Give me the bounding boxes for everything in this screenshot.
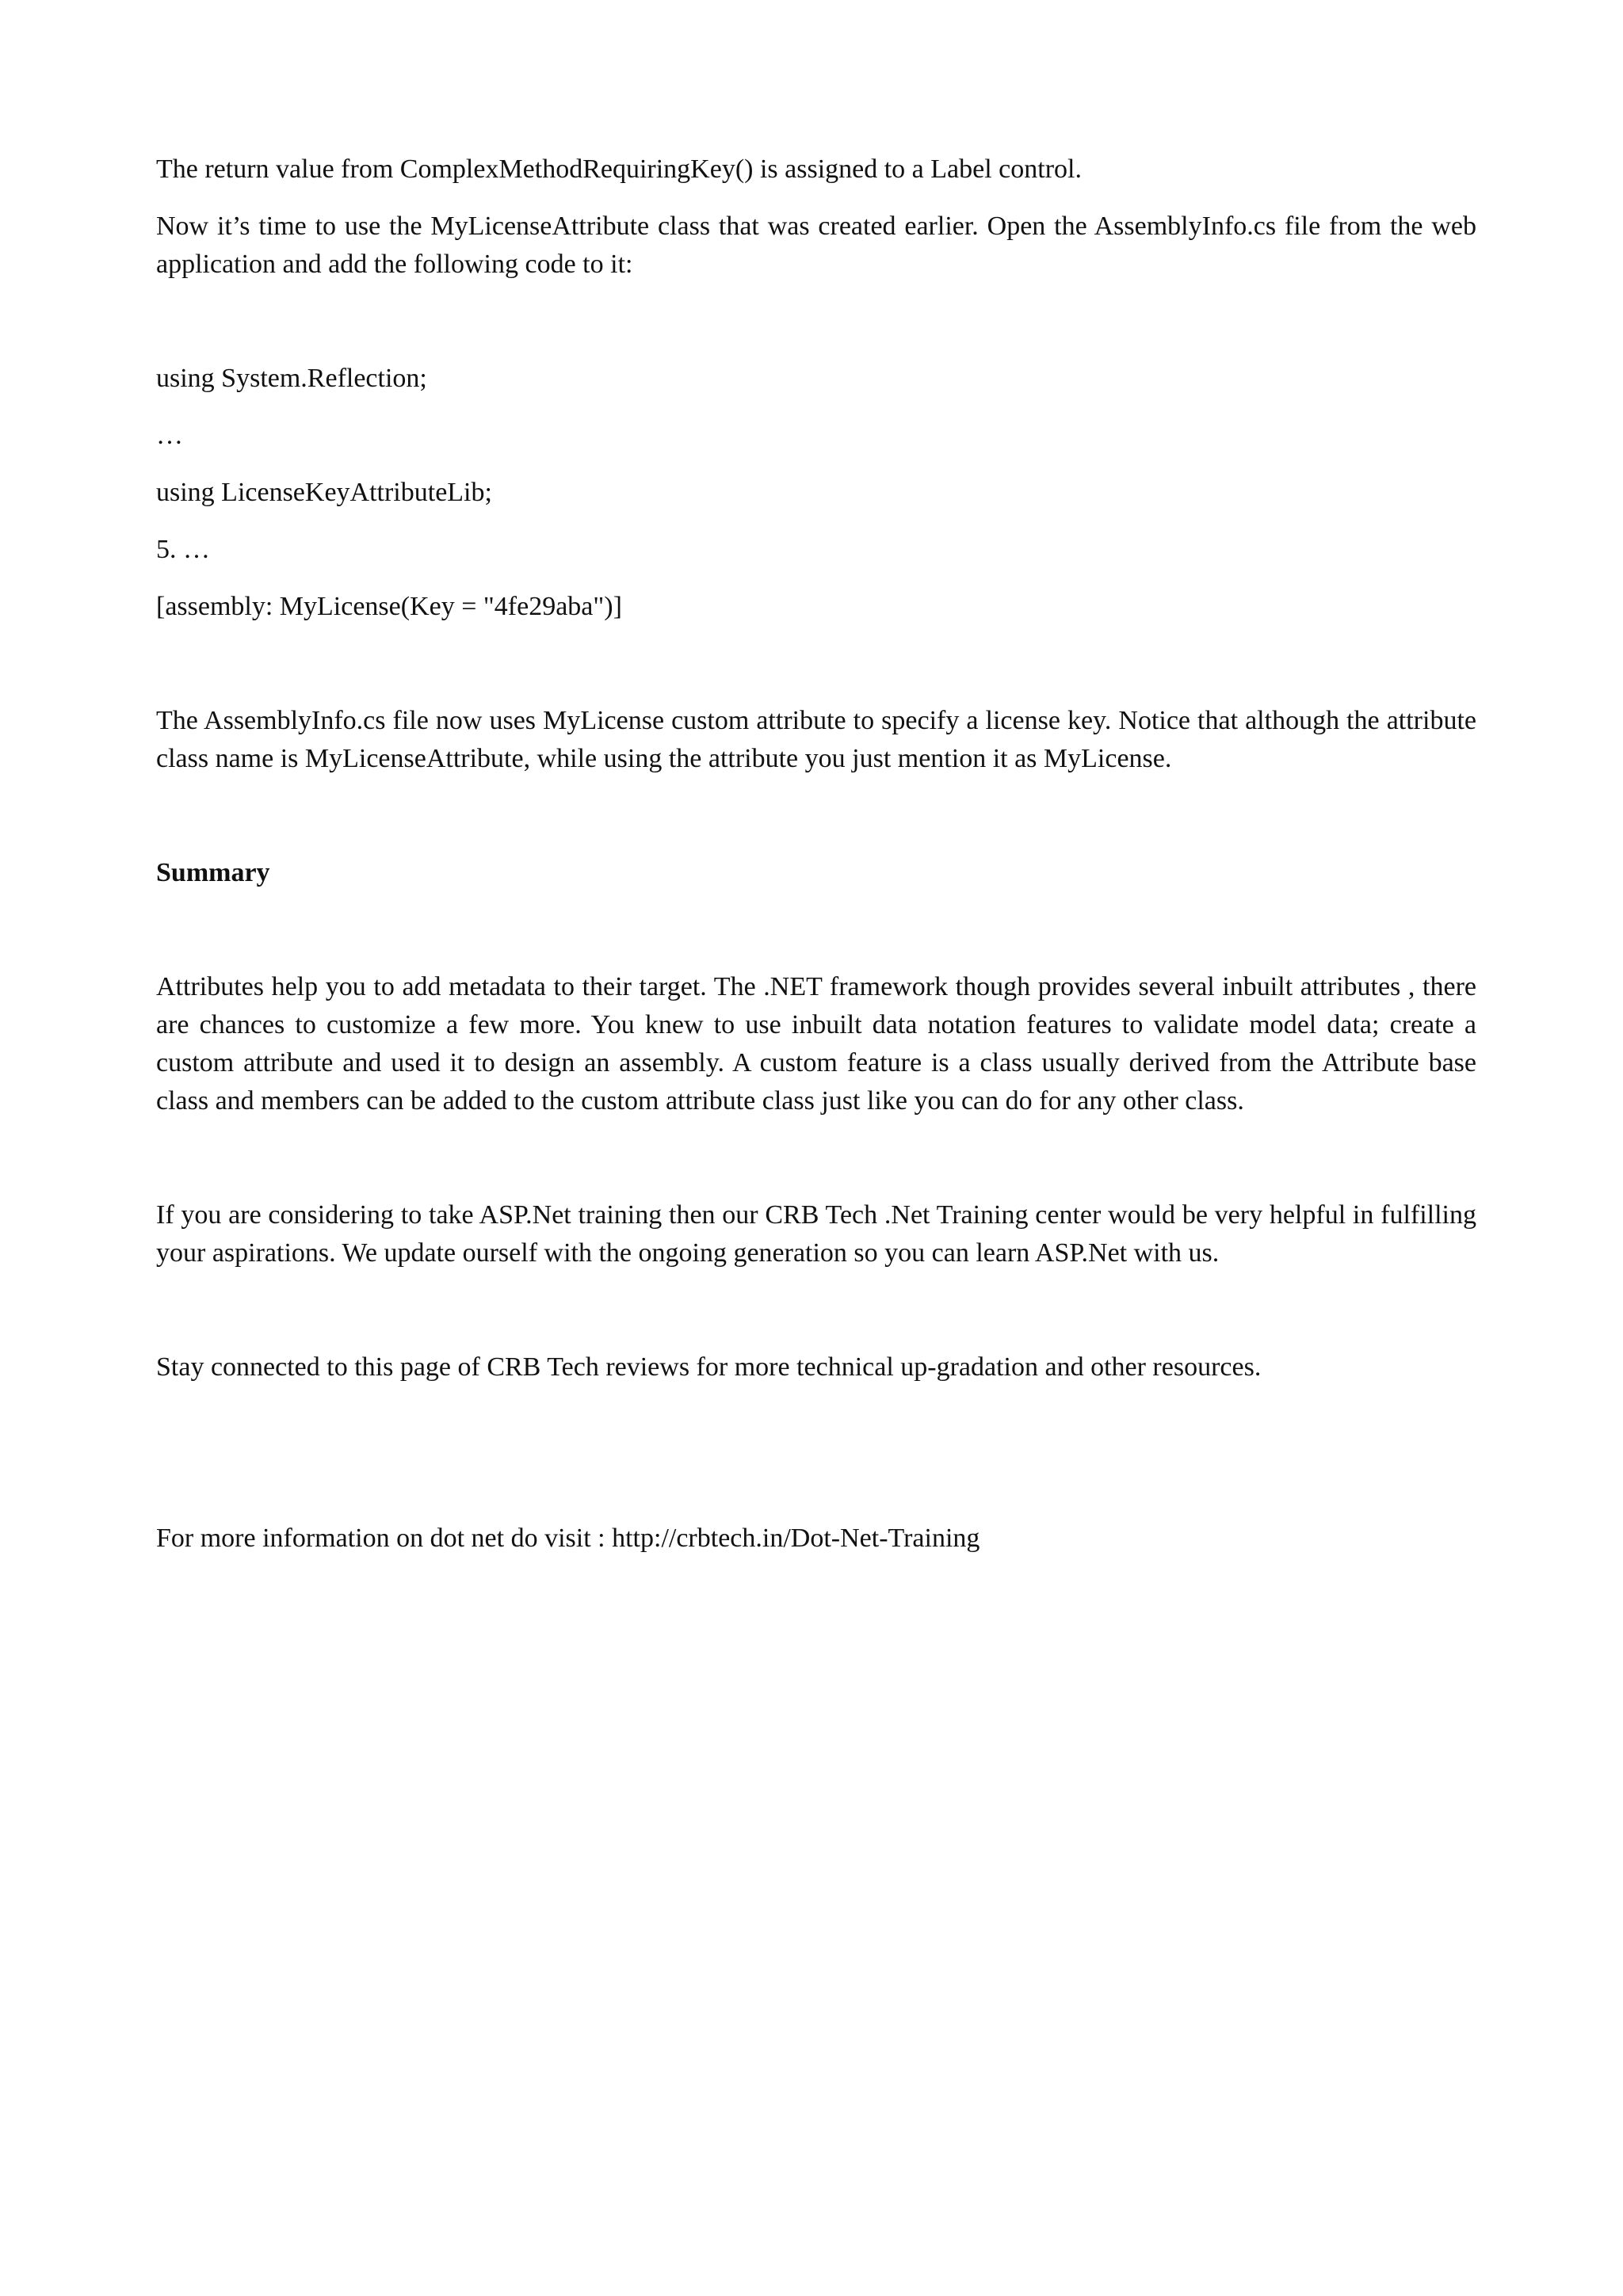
spacer [156, 512, 1476, 531]
spacer [156, 892, 1476, 968]
summary-heading: Summary [156, 858, 270, 887]
spacer [156, 569, 1476, 588]
code-line-using-licensekeylib: using LicenseKeyAttributeLib; [156, 478, 492, 507]
document-body [156, 151, 1476, 1558]
paragraph-assemblyinfo-explanation: The AssemblyInfo.cs file now uses MyLicense custom attribute to specify a license key. Notice that although the attribute class name is MyLicenseAttribute, while using the attribute you just mention it as MyLicense. [156, 706, 1476, 773]
spacer [156, 1272, 1476, 1348]
paragraph-use-attribute: Now it’s time to use the MyLicenseAttribute class that was created earlier. Open the AssemblyInfo.cs file from the web application and add the following code to it: [156, 212, 1476, 279]
spacer [156, 1386, 1476, 1520]
spacer [156, 398, 1476, 417]
paragraph-training: If you are considering to take ASP.Net training then our CRB Tech .Net Training center would be very helpful in fulfilling your aspirations. We update ourself with the ongoing generation so you can learn ASP.Net with us. [156, 1200, 1476, 1268]
spacer [156, 284, 1476, 360]
paragraph-more-information: For more information on dot net do visit : http://crbtech.in/Dot-Net-Training [156, 1524, 980, 1553]
spacer [156, 1120, 1476, 1196]
spacer [156, 189, 1476, 208]
spacer [156, 778, 1476, 854]
code-line-assembly-attribute: [assembly: MyLicense(Key = "4fe29aba")] [156, 592, 622, 621]
paragraph-stay-connected: Stay connected to this page of CRB Tech reviews for more technical up-gradation and other resources. [156, 1352, 1262, 1382]
paragraph-return-value: The return value from ComplexMethodRequiringKey() is assigned to a Label control. [156, 154, 1082, 184]
code-line-numbered-ellipsis: 5. … [156, 535, 210, 564]
paragraph-summary: Attributes help you to add metadata to their target. The .NET framework though provides several inbuilt attributes , there are chances to customize a few more. You knew to use inbuilt data notation features to validate model data; create a custom attribute and used it to design an assembly. A custom feature is a class usually derived from the Attribute base class and members can be added to the custom attribute class just like you can do for any other class. [156, 972, 1476, 1116]
spacer [156, 455, 1476, 474]
code-line-ellipsis: … [156, 421, 183, 450]
spacer [156, 626, 1476, 702]
code-line-using-reflection: using System.Reflection; [156, 364, 427, 393]
